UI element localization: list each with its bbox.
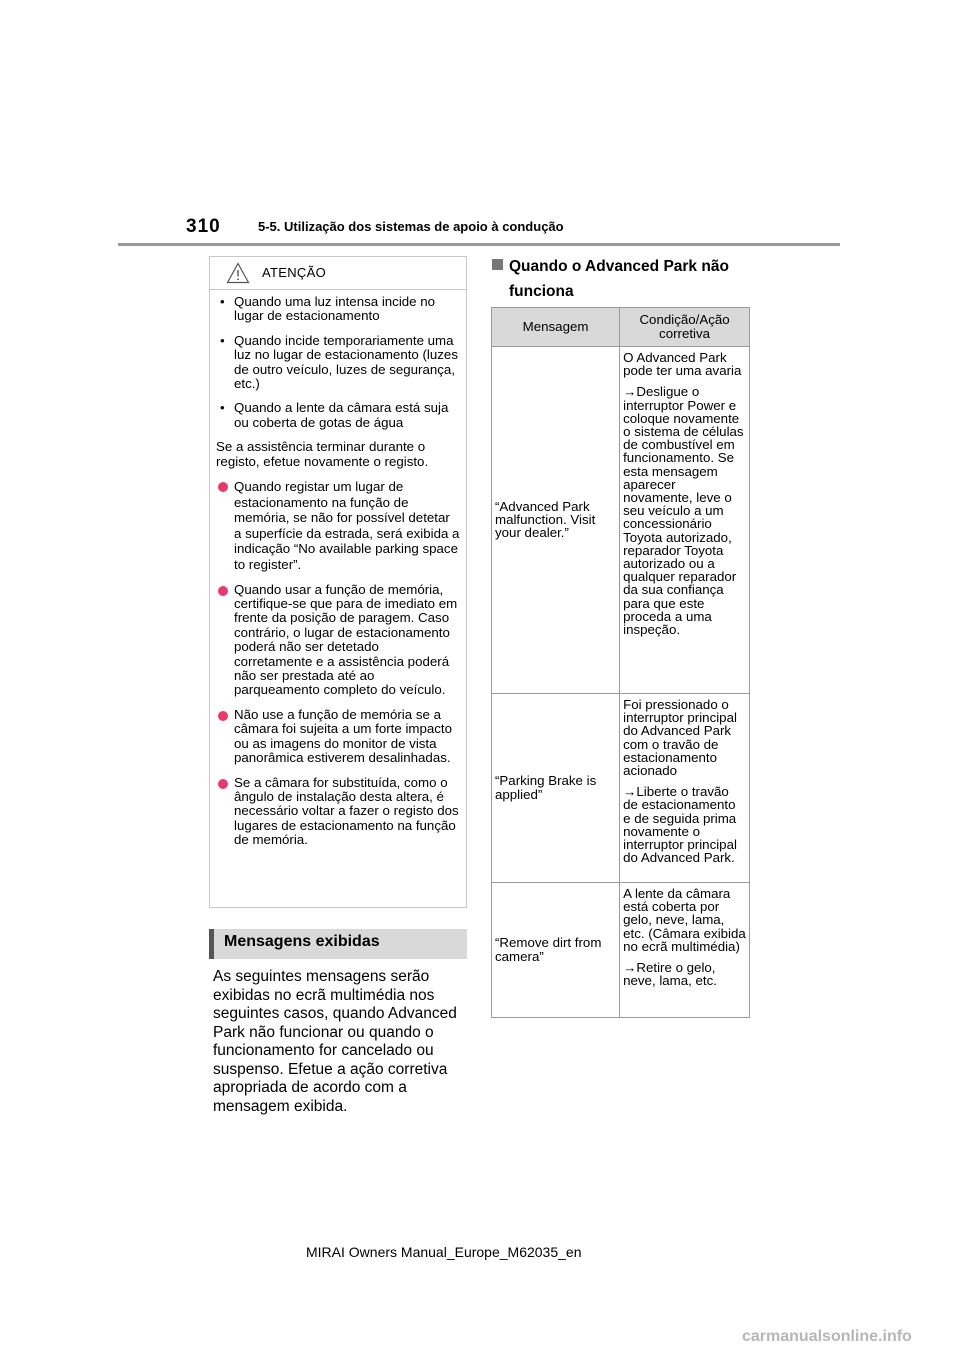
bullet-dot-icon bbox=[218, 586, 228, 596]
bullet-dot-icon bbox=[218, 779, 228, 789]
message-cell: “Remove dirt from camera” bbox=[492, 883, 620, 1018]
table-header-message: Mensagem bbox=[492, 308, 620, 347]
warning-body bbox=[210, 290, 466, 848]
table-row bbox=[492, 347, 750, 694]
table-row bbox=[492, 694, 750, 883]
warning-box bbox=[209, 256, 467, 908]
table-row bbox=[492, 883, 750, 1018]
messages-heading-text: Mensagens exibidas bbox=[224, 933, 380, 950]
bullet-dot-icon bbox=[218, 711, 228, 721]
footer-text: MIRAI Owners Manual_Europe_M62035_en bbox=[306, 1244, 582, 1260]
page-number: 310 bbox=[186, 216, 221, 237]
message-cell: “Advanced Park malfunction. Visit your dealer.” bbox=[492, 347, 620, 694]
message-cell: “Parking Brake is applied” bbox=[492, 694, 620, 883]
warning-bullet: • Quando uma luz intensa incide no lugar de estacionamento bbox=[220, 294, 436, 324]
section-title: 5-5. Utilização dos sistemas de apoio à condução bbox=[258, 219, 564, 234]
header-rule bbox=[118, 243, 840, 246]
condition-cell: O Advanced Park pode ter uma avaria →Desligue o interruptor Power e coloque novamente o sistema de células de combustível em funcionamento. Se esta mensagem aparecer novamente, leve o seu veículo a um concessionário Toyota autorizado, reparador Toyota autorizado ou a qualquer reparador da sua confiança para que este proceda a uma inspeção. bbox=[620, 347, 750, 694]
table-header-condition: Condição/Ação corretiva bbox=[620, 308, 750, 347]
warning-point: Se a câmara for substituída, como o ângulo de instalação desta altera, é necessário voltar a fazer o registo dos lugares de estacionamento na função de memória. bbox=[216, 776, 460, 848]
warning-bullet: • Quando a lente da câmara está suja ou coberta de gotas de água bbox=[220, 400, 449, 430]
messages-table bbox=[491, 307, 750, 1018]
warning-point: Quando registar um lugar de estacionamento na função de memória, se não for possível detetar a superfície da estrada, será exibida a indicação “No available parking space to register”. bbox=[216, 479, 460, 573]
condition-cell: Foi pressionado o interruptor principal do Advanced Park com o travão de estacionamento acionado →Liberte o travão de estacionamento e de seguida prima novamente o interruptor principal do Advanced Park. bbox=[620, 694, 750, 883]
warning-title: ATENÇÃO bbox=[262, 265, 326, 280]
warning-header bbox=[210, 257, 466, 290]
warning-triangle-icon bbox=[226, 262, 250, 284]
warning-point: Quando usar a função de memória, certifique-se que para de imediato em frente da posição de paragem. Caso contrário, o lugar de estacionamento poderá não ser detetado corretamente e a assistência poderá não ser prestada até ao parqueamento completo do veículo. bbox=[216, 583, 460, 698]
subsection-heading: Quando o Advanced Park não funciona bbox=[492, 254, 762, 304]
square-bullet-icon bbox=[492, 259, 503, 270]
messages-intro: As seguintes mensagens serão exibidas no ecrã multimédia nos seguintes casos, quando Advanced Park não funcionar ou quando o funcionamento for cancelado ou suspenso. Efetue a ação corretiva apropriada de acordo com a mensagem exibida. bbox=[213, 968, 457, 1115]
bullet-dot-icon bbox=[218, 482, 228, 492]
warning-bullet: • Quando incide temporariamente uma luz no lugar de estacionamento (luzes de outro veículo, luzes de segurança, etc.) bbox=[220, 332, 458, 392]
warning-point: Não use a função de memória se a câmara foi sujeita a um forte impacto ou as imagens do monitor de vista panorâmica estiverem desalinhadas. bbox=[216, 708, 460, 766]
table-header-row bbox=[492, 308, 750, 347]
watermark: carmanualsonline.info bbox=[742, 1328, 912, 1345]
condition-cell: A lente da câmara está coberta por gelo, neve, lama, etc. (Câmara exibida no ecrã multimédia) →Retire o gelo, neve, lama, etc. bbox=[620, 883, 750, 1018]
messages-heading bbox=[209, 929, 467, 959]
warning-paragraph: Se a assistência terminar durante o registo, efetue novamente o registo. bbox=[216, 439, 429, 469]
